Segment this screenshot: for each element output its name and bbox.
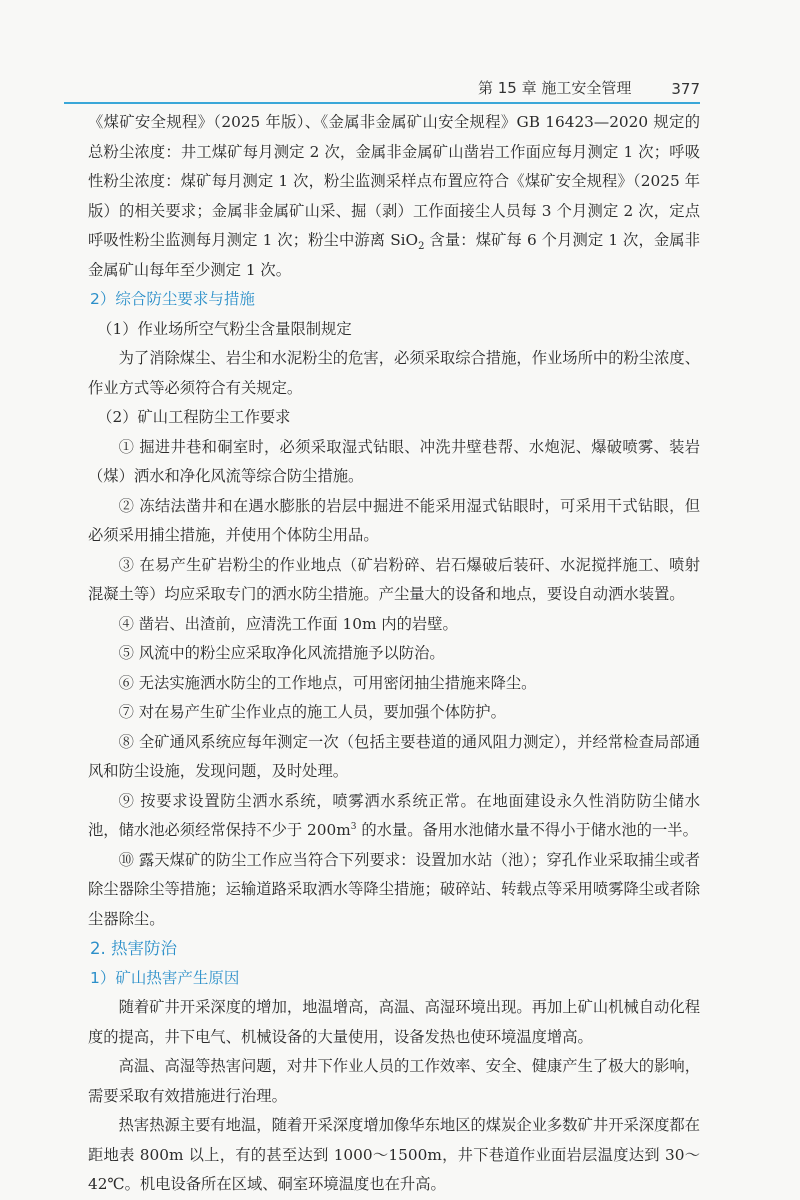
list-item: ⑤ 风流中的粉尘应采取净化风流措施予以防治。 — [118, 644, 445, 662]
list-item: ⑥ 无法实施洒水防尘的工作地点，可用密闭抽尘措施来降尘。 — [118, 673, 537, 692]
chapter-title: 第 15 章 施工安全管理 — [477, 79, 632, 97]
subsection-title-2: （2）矿山工程防尘工作要求 — [97, 408, 291, 426]
list-item: ⑦ 对在易产生矿尘作业点的施工人员，要加强个体防护。 — [118, 703, 506, 721]
list-item: ⑨ 按要求设置防尘洒水系统，喷雾洒水系统正常。在地面建设永久性消防防尘储水池，储水池必须经常保持不少于 $200m^3$ 的水量。备用水池储水量不得小于储水池的一半。 — [88, 791, 700, 839]
page-number: 377 — [671, 80, 700, 98]
paragraph: 高温、高湿等热害问题，对井下作业人员的工作效率、安全、健康产生了极大的影响，需要采取有效措施进行治理。 — [88, 1057, 700, 1105]
paragraph: 随着矿井开采深度的增加，地温增高，高温、高湿环境出现。再加上矿山机械自动化程度的提高，井下电气、机械设备的大量使用，设备发热也使环境温度增高。 — [88, 998, 700, 1046]
list-item: ④ 凿岩、出渣前，应清洗工作面 10m 内的岩壁。 — [118, 614, 458, 633]
list-item: ③ 在易产生矿岩粉尘的作业地点（矿岩粉碎、岩石爆破后装矸、水泥搅拌施工、喷射混凝土等）均应采取专门的洒水防尘措施。产尘量大的设备和地点，要设自动洒水装置。 — [88, 555, 700, 603]
list-item: ⑩ 露天煤矿的防尘工作应当符合下列要求：设置加水站（池）；穿孔作业采取捕尘或者除尘器除尘等措施；运输道路采取洒水等降尘措施；破碎站、转载点等采用喷雾降尘或者除尘器除尘。 — [88, 850, 700, 928]
paragraph: 热害热源主要有地温，随着开采深度增加像华东地区的煤炭企业多数矿井开采深度都在距地表 800m 以上，有的甚至达到 1000～1500m，井下巷道作业面岩层温度达到 30～42℃。机电设备所在区域、硐室环境温度也在升高。 — [88, 1116, 700, 1193]
running-header — [64, 70, 700, 98]
paragraph: 为了消除煤尘、岩尘和水泥粉尘的危害，必须采取综合措施，作业场所中的粉尘浓度、作业方式等必须符合有关规定。 — [88, 349, 700, 397]
header-divider — [64, 102, 700, 104]
subsection-title-1: （1）作业场所空气粉尘含量限制规定 — [97, 319, 352, 338]
section-heading-heat: 2. 热害防治 — [90, 939, 177, 958]
list-item: ② 冻结法凿井和在遇水膨胀的岩层中掘进不能采用湿式钻眼时，可采用干式钻眼，但必须采用捕尘措施，并使用个体防尘用品。 — [88, 496, 700, 544]
subsection-heading-heat-cause: 1）矿山热害产生原因 — [90, 968, 240, 987]
list-item: ① 掘进井巷和硐室时，必须采取湿式钻眼、冲洗井壁巷帮、水炮泥、爆破喷雾、装岩（煤）洒水和净化风流等综合防尘措施。 — [88, 437, 700, 485]
list-item: ⑧ 全矿通风系统应每年测定一次（包括主要巷道的通风阻力测定），并经常检查局部通风和防尘设施，发现问题，及时处理。 — [88, 732, 700, 780]
section-heading-dust: 2）综合防尘要求与措施 — [90, 290, 255, 308]
intro-paragraph: 《煤矿安全规程》（2025 年版）、《金属非金属矿山安全规程》GB 16423—2020 规定的总粉尘浓度：井工煤矿每月测定 2 次，金属非金属矿山凿岩工作面应每月测定 1 次；呼吸性粉尘浓度：煤矿每月测定 1 次，粉尘监测采样点布置应符合《煤矿安全规程》（2025 年版）的相关要求；金属非金属矿山采、掘（剥）工作面接尘人员每 3 个月测定 2 次，定点呼吸性粉尘监测每月测定 1 次；粉尘中游离 SiO$_2$ 含量：煤矿每 6 个月测定 1 次，金属非金属矿山每年至少测定 1 次。 — [88, 113, 701, 279]
page-body — [88, 108, 700, 1200]
